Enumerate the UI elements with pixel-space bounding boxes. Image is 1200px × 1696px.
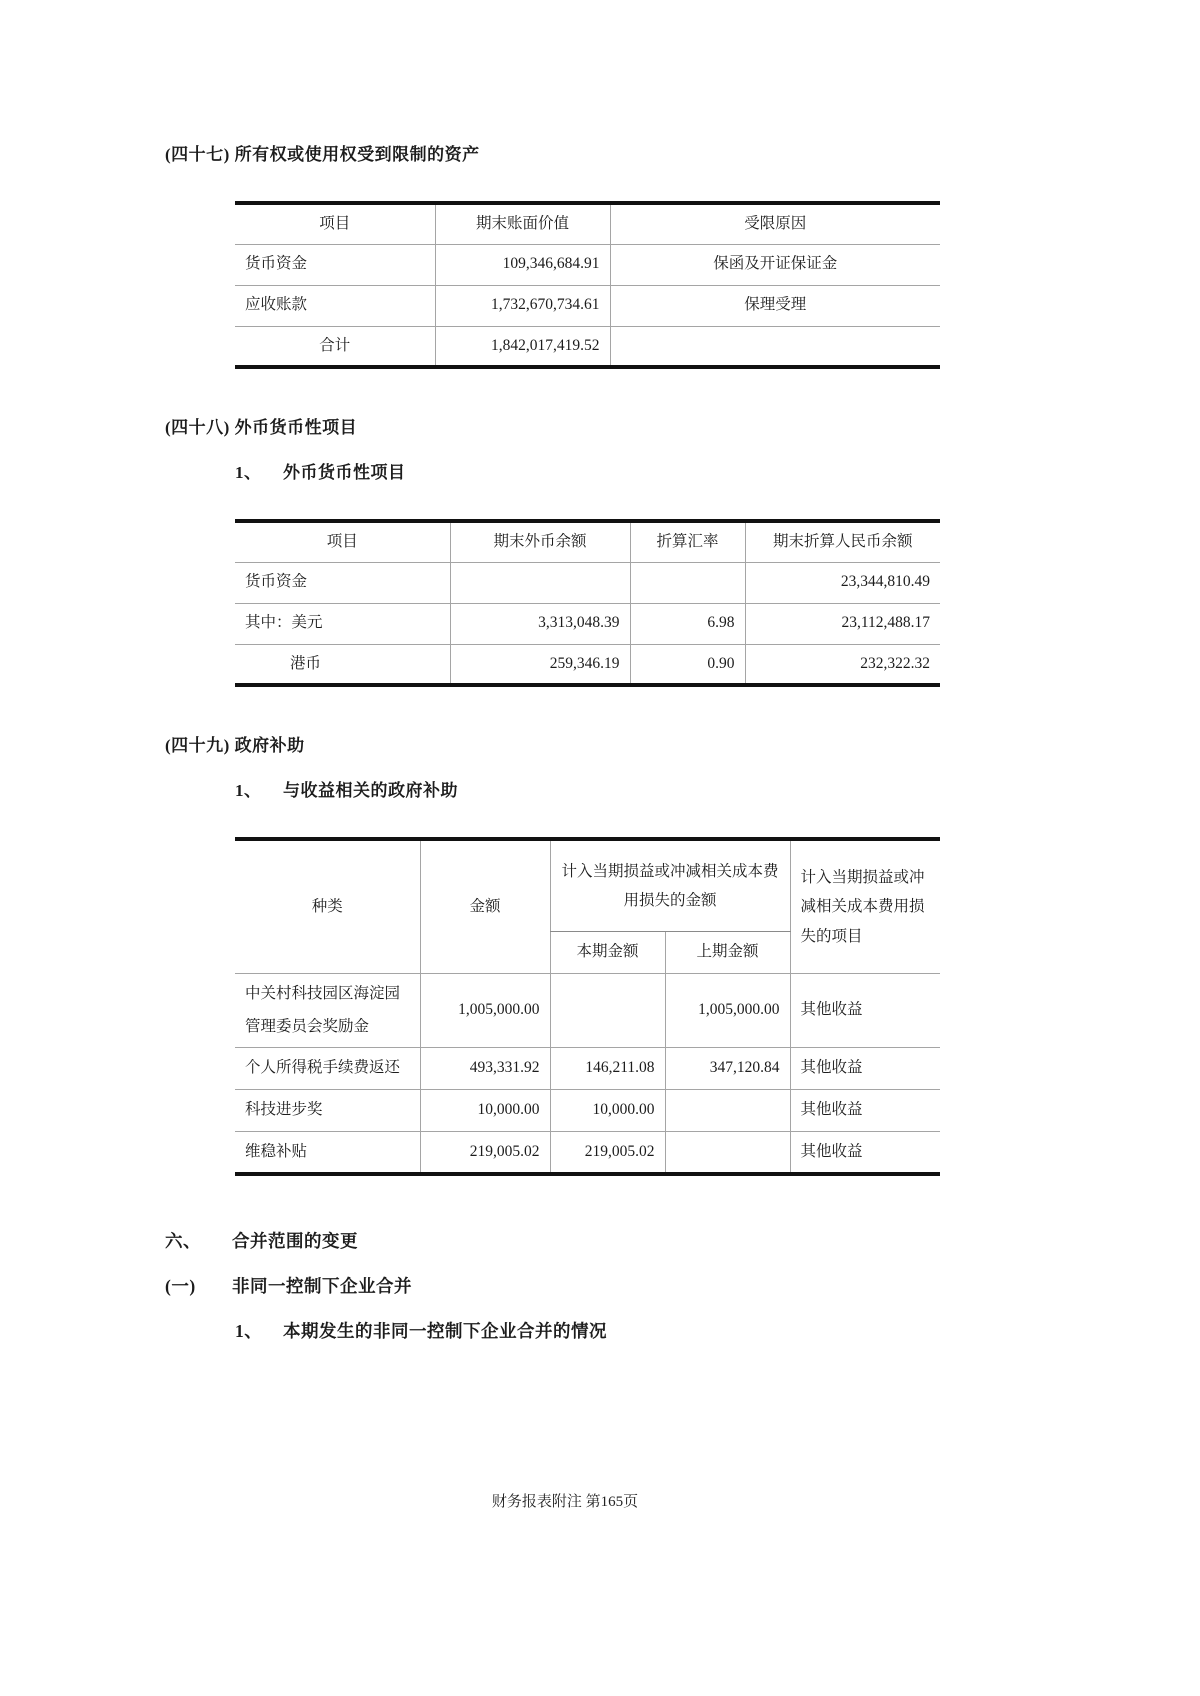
cell-amount: 10,000.00	[420, 1090, 550, 1132]
col-header-item: 项目	[235, 203, 435, 244]
section-49-heading: (四十九) 政府补助	[165, 736, 305, 755]
cell-fc-balance: 259,346.19	[450, 644, 630, 685]
cell-fc-balance	[450, 562, 630, 603]
col-header-item: 项目	[235, 521, 450, 562]
cell-prior	[665, 1132, 790, 1174]
table-row	[235, 1132, 940, 1174]
col-header-book-value: 期末账面价值	[435, 203, 610, 244]
cell-item: 货币资金	[235, 562, 450, 603]
cell-rmb-balance: 23,112,488.17	[745, 603, 940, 644]
cell-prior	[665, 1090, 790, 1132]
table-row	[235, 644, 940, 685]
cell-type: 个人所得税手续费返还	[235, 1048, 420, 1090]
col-header-amount: 金额	[420, 839, 550, 974]
cell-current	[550, 974, 665, 1048]
table-header-row	[235, 203, 940, 244]
col-header-reason: 受限原因	[610, 203, 940, 244]
table-row	[235, 244, 940, 285]
table-header-row-1	[235, 839, 940, 932]
cell-prior: 347,120.84	[665, 1048, 790, 1090]
cell-amount: 219,005.02	[420, 1132, 550, 1174]
subsection-number: 1、	[235, 1320, 263, 1341]
section-6-sub2-heading	[165, 1318, 1035, 1343]
cell-rmb-balance: 232,322.32	[745, 644, 940, 685]
cell-rmb-balance: 23,344,810.49	[745, 562, 940, 603]
cell-amount: 1,005,000.00	[420, 974, 550, 1048]
table-total-row	[235, 326, 940, 367]
cell-current: 219,005.02	[550, 1132, 665, 1174]
restricted-assets-table	[235, 201, 940, 369]
table-header-row	[235, 521, 940, 562]
cell-reason: 保理受理	[610, 285, 940, 326]
cell-pnl-item: 其他收益	[790, 1048, 940, 1090]
section-title: 合并范围的变更	[232, 1230, 358, 1251]
government-grants-table	[235, 837, 940, 1176]
cell-type: 维稳补贴	[245, 1142, 308, 1160]
cell-current: 10,000.00	[550, 1090, 665, 1132]
section-48-heading: (四十八) 外币货币性项目	[165, 418, 358, 437]
subsection-title: 本期发生的非同一控制下企业合并的情况	[283, 1320, 607, 1341]
section-6-block	[165, 1228, 1035, 1343]
cell-current: 146,211.08	[550, 1048, 665, 1090]
cell-total-value: 1,842,017,419.52	[435, 326, 610, 367]
cell-pnl-item: 其他收益	[790, 1090, 940, 1132]
section-47-heading: (四十七) 所有权或使用权受到限制的资产	[165, 145, 480, 164]
cell-prior: 1,005,000.00	[665, 974, 790, 1048]
table-row	[235, 562, 940, 603]
cell-type: 科技进步奖	[235, 1090, 420, 1132]
table-row	[235, 1090, 940, 1132]
cell-pnl-item: 其他收益	[790, 1132, 940, 1174]
col-header-rmb-balance: 期末折算人民币余额	[745, 521, 940, 562]
section-6-sub1-heading	[165, 1273, 1035, 1298]
cell-item: 应收账款	[235, 285, 435, 326]
subheading-title: 外币货币性项目	[283, 463, 406, 482]
col-header-pnl-item: 计入当期损益或冲减相关成本费用损失的项目	[790, 839, 940, 974]
subheading-title: 与收益相关的政府补助	[283, 781, 458, 800]
subsection-number: (一)	[165, 1275, 196, 1296]
col-header-group-pnl-amount: 计入当期损益或冲减相关成本费用损失的金额	[550, 839, 790, 932]
cell-rate: 0.90	[630, 644, 745, 685]
section-49-subheading	[165, 776, 1035, 801]
table-row	[235, 1048, 940, 1090]
col-header-fc-balance: 期末外币余额	[450, 521, 630, 562]
cell-value: 109,346,684.91	[435, 244, 610, 285]
cell-item: 其中：美元	[235, 603, 450, 644]
cell-value: 1,732,670,734.61	[435, 285, 610, 326]
section-48-subheading	[165, 458, 1035, 483]
cell-amount: 493,331.92	[420, 1048, 550, 1090]
cell-item: 港币	[290, 654, 322, 672]
subsection-title: 非同一控制下企业合并	[232, 1275, 412, 1296]
section-6-heading	[165, 1228, 1035, 1253]
page-footer: 财务报表附注 第165页	[491, 1494, 639, 1510]
table-row	[235, 603, 940, 644]
col-header-rate: 折算汇率	[630, 521, 745, 562]
cell-reason: 保函及开证保证金	[610, 244, 940, 285]
table-row	[235, 285, 940, 326]
col-header-prior-amount: 上期金额	[665, 932, 790, 974]
cell-rate	[630, 562, 745, 603]
foreign-currency-table	[235, 519, 940, 687]
section-number: 六、	[165, 1230, 201, 1251]
col-header-type: 种类	[235, 839, 420, 974]
subheading-number: 1、	[235, 781, 262, 800]
cell-pnl-item: 其他收益	[790, 974, 940, 1048]
cell-reason	[610, 326, 940, 367]
col-header-current-amount: 本期金额	[550, 932, 665, 974]
cell-fc-balance: 3,313,048.39	[450, 603, 630, 644]
cell-total-label: 合计	[319, 336, 351, 354]
subheading-number: 1、	[235, 463, 262, 482]
table-row	[235, 974, 940, 1048]
cell-item: 货币资金	[235, 244, 435, 285]
cell-rate: 6.98	[630, 603, 745, 644]
cell-type: 中关村科技园区海淀园管理委员会奖励金	[235, 974, 420, 1048]
